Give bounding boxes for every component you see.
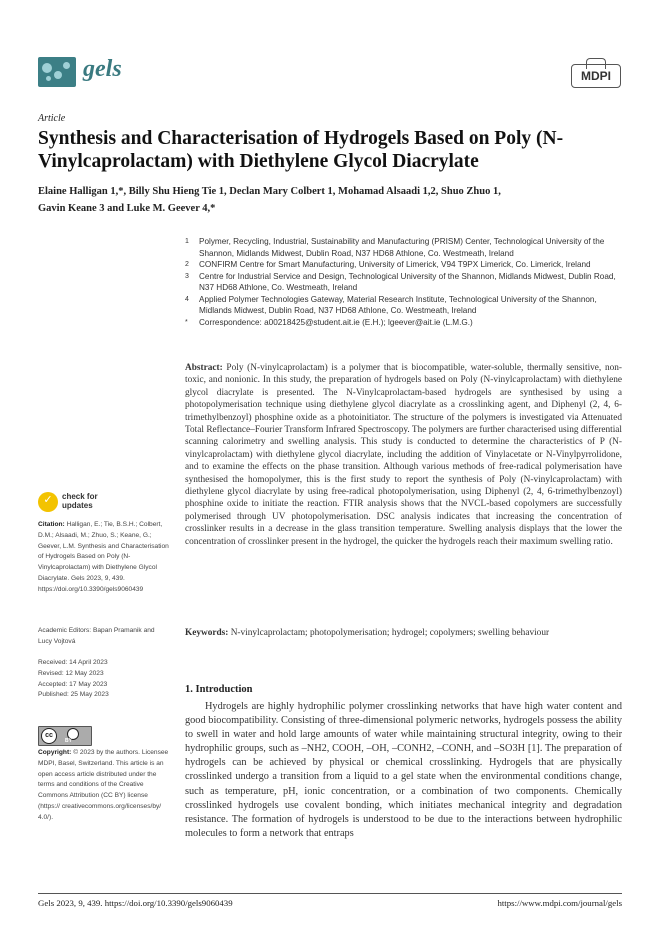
footer-divider bbox=[38, 893, 622, 894]
published-date: Published: 25 May 2023 bbox=[38, 691, 109, 699]
affiliation-1 bbox=[185, 236, 630, 259]
affiliation-text: Polymer, Recycling, Industrial, Sustainability and Manufacturing (PRISM) Center, Technological University of the Shannon, Midlands Midwest, Dublin Road, N37 HD68 Athlone, Co. Westmeath, Ireland bbox=[199, 237, 605, 258]
affiliation-number: 3 bbox=[185, 272, 189, 280]
cc-by-license-badge[interactable] bbox=[38, 726, 92, 746]
affiliation-2 bbox=[185, 259, 630, 271]
cc-icon: cc bbox=[41, 728, 57, 744]
footer-journal-link[interactable]: https://www.mdpi.com/journal/gels bbox=[497, 898, 622, 908]
journal-logo bbox=[38, 57, 76, 87]
affiliation-number: * bbox=[185, 318, 188, 326]
revised-date: Revised: 12 May 2023 bbox=[38, 669, 104, 677]
check-updates-line1: check for bbox=[62, 492, 98, 501]
citation-label: Citation: bbox=[38, 521, 65, 528]
copyright-label: Copyright: bbox=[38, 749, 72, 756]
abstract-text: Poly (N-vinylcaprolactam) is a polymer that is biocompatible, water-soluble, thermally sensitive, non-toxic, and nonionic. In this study, the preparation of hydrogels based on Poly (N-vinylcaprolactam) with diethylene glycol diacrylate is presented. The N-Vinylcaprolactam-based hydrogels are synthesised by using a photopolymerisation technique using diethylene glycol diacrylate as a crosslinking agent, and Diphenyl (2, 4, 6-trimethylbenzoyl) phosphine oxide as a photoinitiator. The structure of the polymers is investigated via Attenuated Total Reflectance–Fourier Transform Infrared Spectroscopy. The polymers are further characterised using differential scanning calorimetry and swelling analysis. This study is conducted to determine the characteristics of P (N-vinylcaprolactam) with diethylene glycol diacrylate, including the addition of Vinylacetate or N-Vinylpyrrolidone, and to examine the effects on the phase transition. Although various methods of free-radical polymerisation have synthesised the homopolymer, this is the first study to report the synthesis of Poly (N-vinylcaprolactam) with diethylene glycol diacrylate by using free-radical photopolymerisation, using Diphenyl (2, 4, 6-trimethylbenzoyl) phosphine oxide to initiate the reaction. FTIR analysis shows that the NVCL-based copolymers are successfully polymerised through UV photopolymerisation. DSC analysis indicates that increasing the concentration of crosslinker results in a decrease in the glass transition temperature. Swelling analysis displays that the lower the concentration of crosslinker present in the hydrogel, the quicker the hydrogels reach their maximum swelling ratio. bbox=[185, 363, 623, 547]
dates bbox=[38, 658, 170, 701]
received-date: Received: 14 April 2023 bbox=[38, 659, 108, 666]
copyright bbox=[38, 748, 170, 824]
publisher-logo: MDPI bbox=[571, 64, 621, 88]
paper-title: Synthesis and Characterisation of Hydrogels Based on Poly (N-Vinylcaprolactam) with Diethylene Glycol Diacrylate bbox=[38, 128, 564, 172]
affiliation-number: 1 bbox=[185, 238, 189, 245]
author-line-1: Elaine Halligan 1,*, Billy Shu Hieng Tie 1, Declan Mary Colbert 1, Mohamad Alsaadi 1,2, Shuo Zhuo 1, bbox=[38, 186, 501, 197]
check-for-updates-button[interactable]: ✓ check for updates bbox=[38, 490, 158, 518]
footer-citation: Gels 2023, 9, 439. https://doi.org/10.3390/gels9060439 bbox=[38, 898, 233, 908]
abstract-label: Abstract: bbox=[185, 363, 223, 373]
affiliation-3 bbox=[185, 271, 630, 294]
affiliations bbox=[185, 236, 630, 328]
keywords bbox=[185, 628, 622, 638]
affiliation-text: CONFIRM Centre for Smart Manufacturing, University of Limerick, V94 T9PX Limerick, Co. Limerick, Ireland bbox=[199, 260, 591, 269]
editors-text: Bapan Pramanik and Lucy Vojtová bbox=[38, 627, 155, 645]
affiliation-4 bbox=[185, 294, 630, 317]
accepted-date: Accepted: 17 May 2023 bbox=[38, 680, 108, 688]
correspondence-text: Correspondence: a00218425@student.ait.ie (E.H.); lgeever@ait.ie (L.M.G.) bbox=[199, 317, 473, 327]
journal-name: gels bbox=[83, 56, 122, 82]
affiliation-text: Applied Polymer Technologies Gateway, Material Research Institute, Technological University of the Shannon, Midlands Midwest, Dublin Road, N37 HD68 Athlone, Co. Westmeath, Ireland bbox=[199, 294, 597, 315]
check-updates-line2: updates bbox=[62, 501, 93, 510]
academic-editors bbox=[38, 626, 170, 648]
keywords-label: Keywords: bbox=[185, 628, 229, 638]
abstract bbox=[185, 362, 622, 548]
copyright-text: © 2023 by the authors. Licensee MDPI, Basel, Switzerland. This article is an open access article distributed under the terms and conditions of the Creative Commons Attribution (CC BY) license (https:// creativecommons.org/licenses/by/ 4.0/). bbox=[38, 749, 169, 821]
by-label: BY bbox=[65, 738, 72, 744]
affiliation-number: 4 bbox=[185, 295, 189, 303]
author-list bbox=[38, 183, 638, 217]
citation-text: Halligan, E.; Tie, B.S.H.; Colbert, D.M.; Alsaadi, M.; Zhuo, S.; Keane, G.; Geever, L.M. Synthesis and Characterisation of Hydrogels Based on Poly (N-Vinylcaprolactam) with Diethylene Glycol Diacrylate. Gels 2023, 9, 439. https://doi.org/10.3390/gels9060439 bbox=[38, 521, 169, 593]
author-line-2: Gavin Keane 3 and Luke M. Geever 4,* bbox=[38, 203, 216, 214]
affiliation-text: Centre for Industrial Service and Design, Technological University of the Shannon, Midlands Midwest, Dublin Road, N37 HD68 Athlone, Co. Westmeath, Ireland bbox=[199, 271, 616, 292]
editors-label: Academic Editors: bbox=[38, 627, 92, 634]
affiliation-number: 2 bbox=[185, 261, 189, 268]
article-type: Article bbox=[38, 113, 66, 124]
introduction-text: Hydrogels are highly hydrophilic polymer crosslinking networks that have high water content and good biocompatibility. Consisting of three-dimensional polymeric networks, hydrogels possess the ability to swell in water and hold large amounts of water while maintaining structural integrity, owing to their hydrophilic groups, such as –NH2, COOH, –OH, –CONH2, –CONH, and –SO3H [1]. The preparation of hydrogels can be achieved by physical or chemical crosslinking. Hydrogels that are physically crosslinked undergo a transition from a liquid to a gel state when the environmental conditions change, such as temperature, pH, ionic concentration, or a combination of two components. Chemically crosslinked hydrogels use covalent bonding, which initiates mechanical integrity and degradation resistance. The formation of hydrogels is understood to be due to the interactions between hydrophilic molecules to form a network that entraps bbox=[185, 701, 622, 839]
citation bbox=[38, 520, 170, 596]
section-heading: 1. Introduction bbox=[185, 684, 253, 695]
keywords-text: N-vinylcaprolactam; photopolymerisation; hydrogel; copolymers; swelling behaviour bbox=[230, 628, 550, 638]
correspondence bbox=[185, 317, 630, 329]
